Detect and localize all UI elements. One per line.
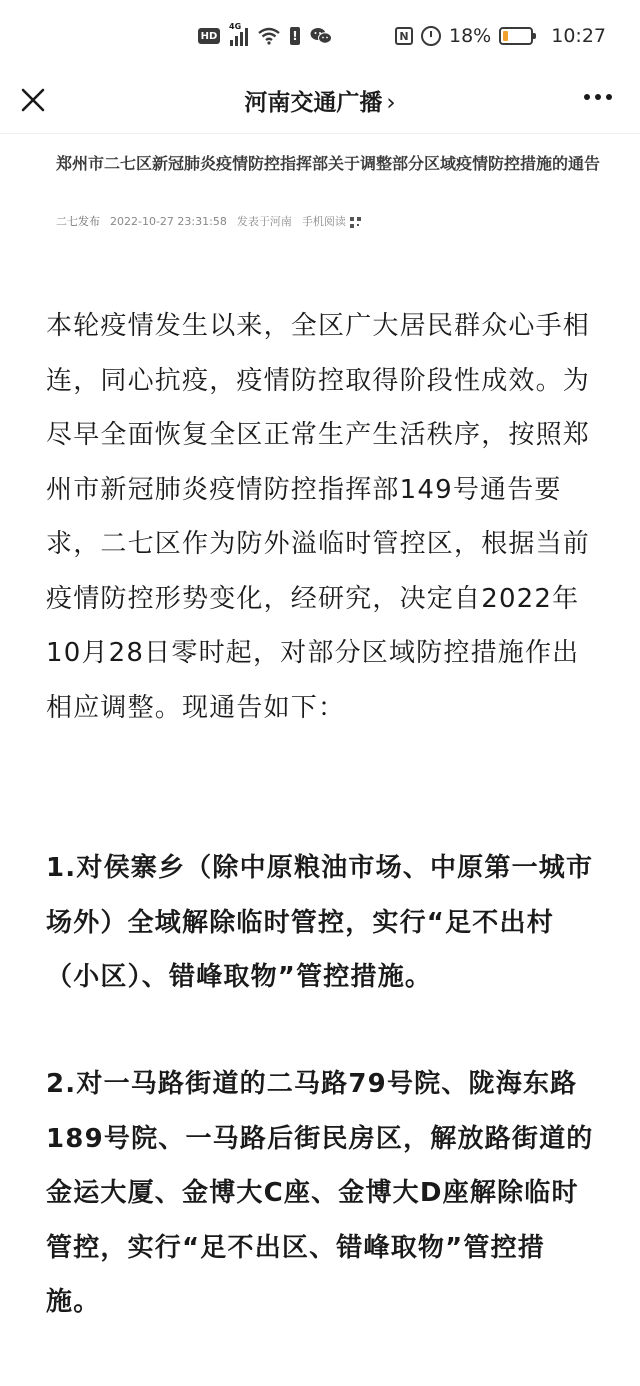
qr-code-icon (350, 217, 361, 228)
alarm-icon (421, 26, 441, 46)
article-meta (56, 213, 361, 229)
nav-bar (0, 72, 640, 134)
read-on-phone-label: 手机阅读 (301, 215, 346, 228)
article-paragraph: 本轮疫情发生以来，全区广大居民群众心手相连，同心抗疫，疫情防控取得阶段性成效。为尽早全面恢复全区正常生产生活秩序，按照郑州市新冠肺炎疫情防控指挥部149号通告要求，二七区作为防外溢临时管控区，根据当前疫情防控形势变化，经研究，决定自2022年10月28日零时起，对部分区域防控措施作出相应调整。现通告如下： (46, 311, 591, 723)
read-on-phone-button[interactable] (302, 213, 361, 229)
article-source[interactable]: 二七发布 (56, 215, 100, 228)
signal-icon (229, 22, 248, 46)
wifi-icon (258, 27, 280, 45)
nfc-icon: N (395, 27, 413, 45)
more-icon[interactable] (584, 94, 612, 100)
article-title: 郑州市二七区新冠肺炎疫情防控指挥部关于调整部分区域疫情防控措施的通告 (56, 154, 601, 173)
article-location: 发表于河南 (236, 215, 292, 228)
article-paragraph: 2.对一马路街道的二马路79号院、陇海东路189号院、一马路后街民房区，解放路街道的金运大厦、金博大C座、金博大D座解除临时管控，实行“足不出区、错峰取物”管控措施。 (46, 1069, 594, 1317)
clock-time: 10:27 (551, 25, 606, 47)
status-bar (0, 0, 640, 72)
hd-icon: HD (198, 28, 220, 44)
account-name: 河南交通广播 (244, 90, 383, 116)
battery-percent: 18% (449, 25, 492, 47)
article-datetime: 2022-10-27 23:31:58 (110, 214, 227, 228)
network-type: 4G (229, 22, 242, 31)
wechat-icon (310, 27, 332, 45)
article-paragraph: 1.对侯寨乡（除中原粮油市场、中原第一城市场外）全域解除临时管控，实行“足不出村（小区）、错峰取物”管控措施。 (46, 853, 594, 992)
battery-icon (499, 27, 533, 45)
chevron-right-icon: › (386, 90, 396, 116)
alert-icon: ! (290, 27, 300, 45)
account-name-link[interactable] (0, 84, 640, 117)
